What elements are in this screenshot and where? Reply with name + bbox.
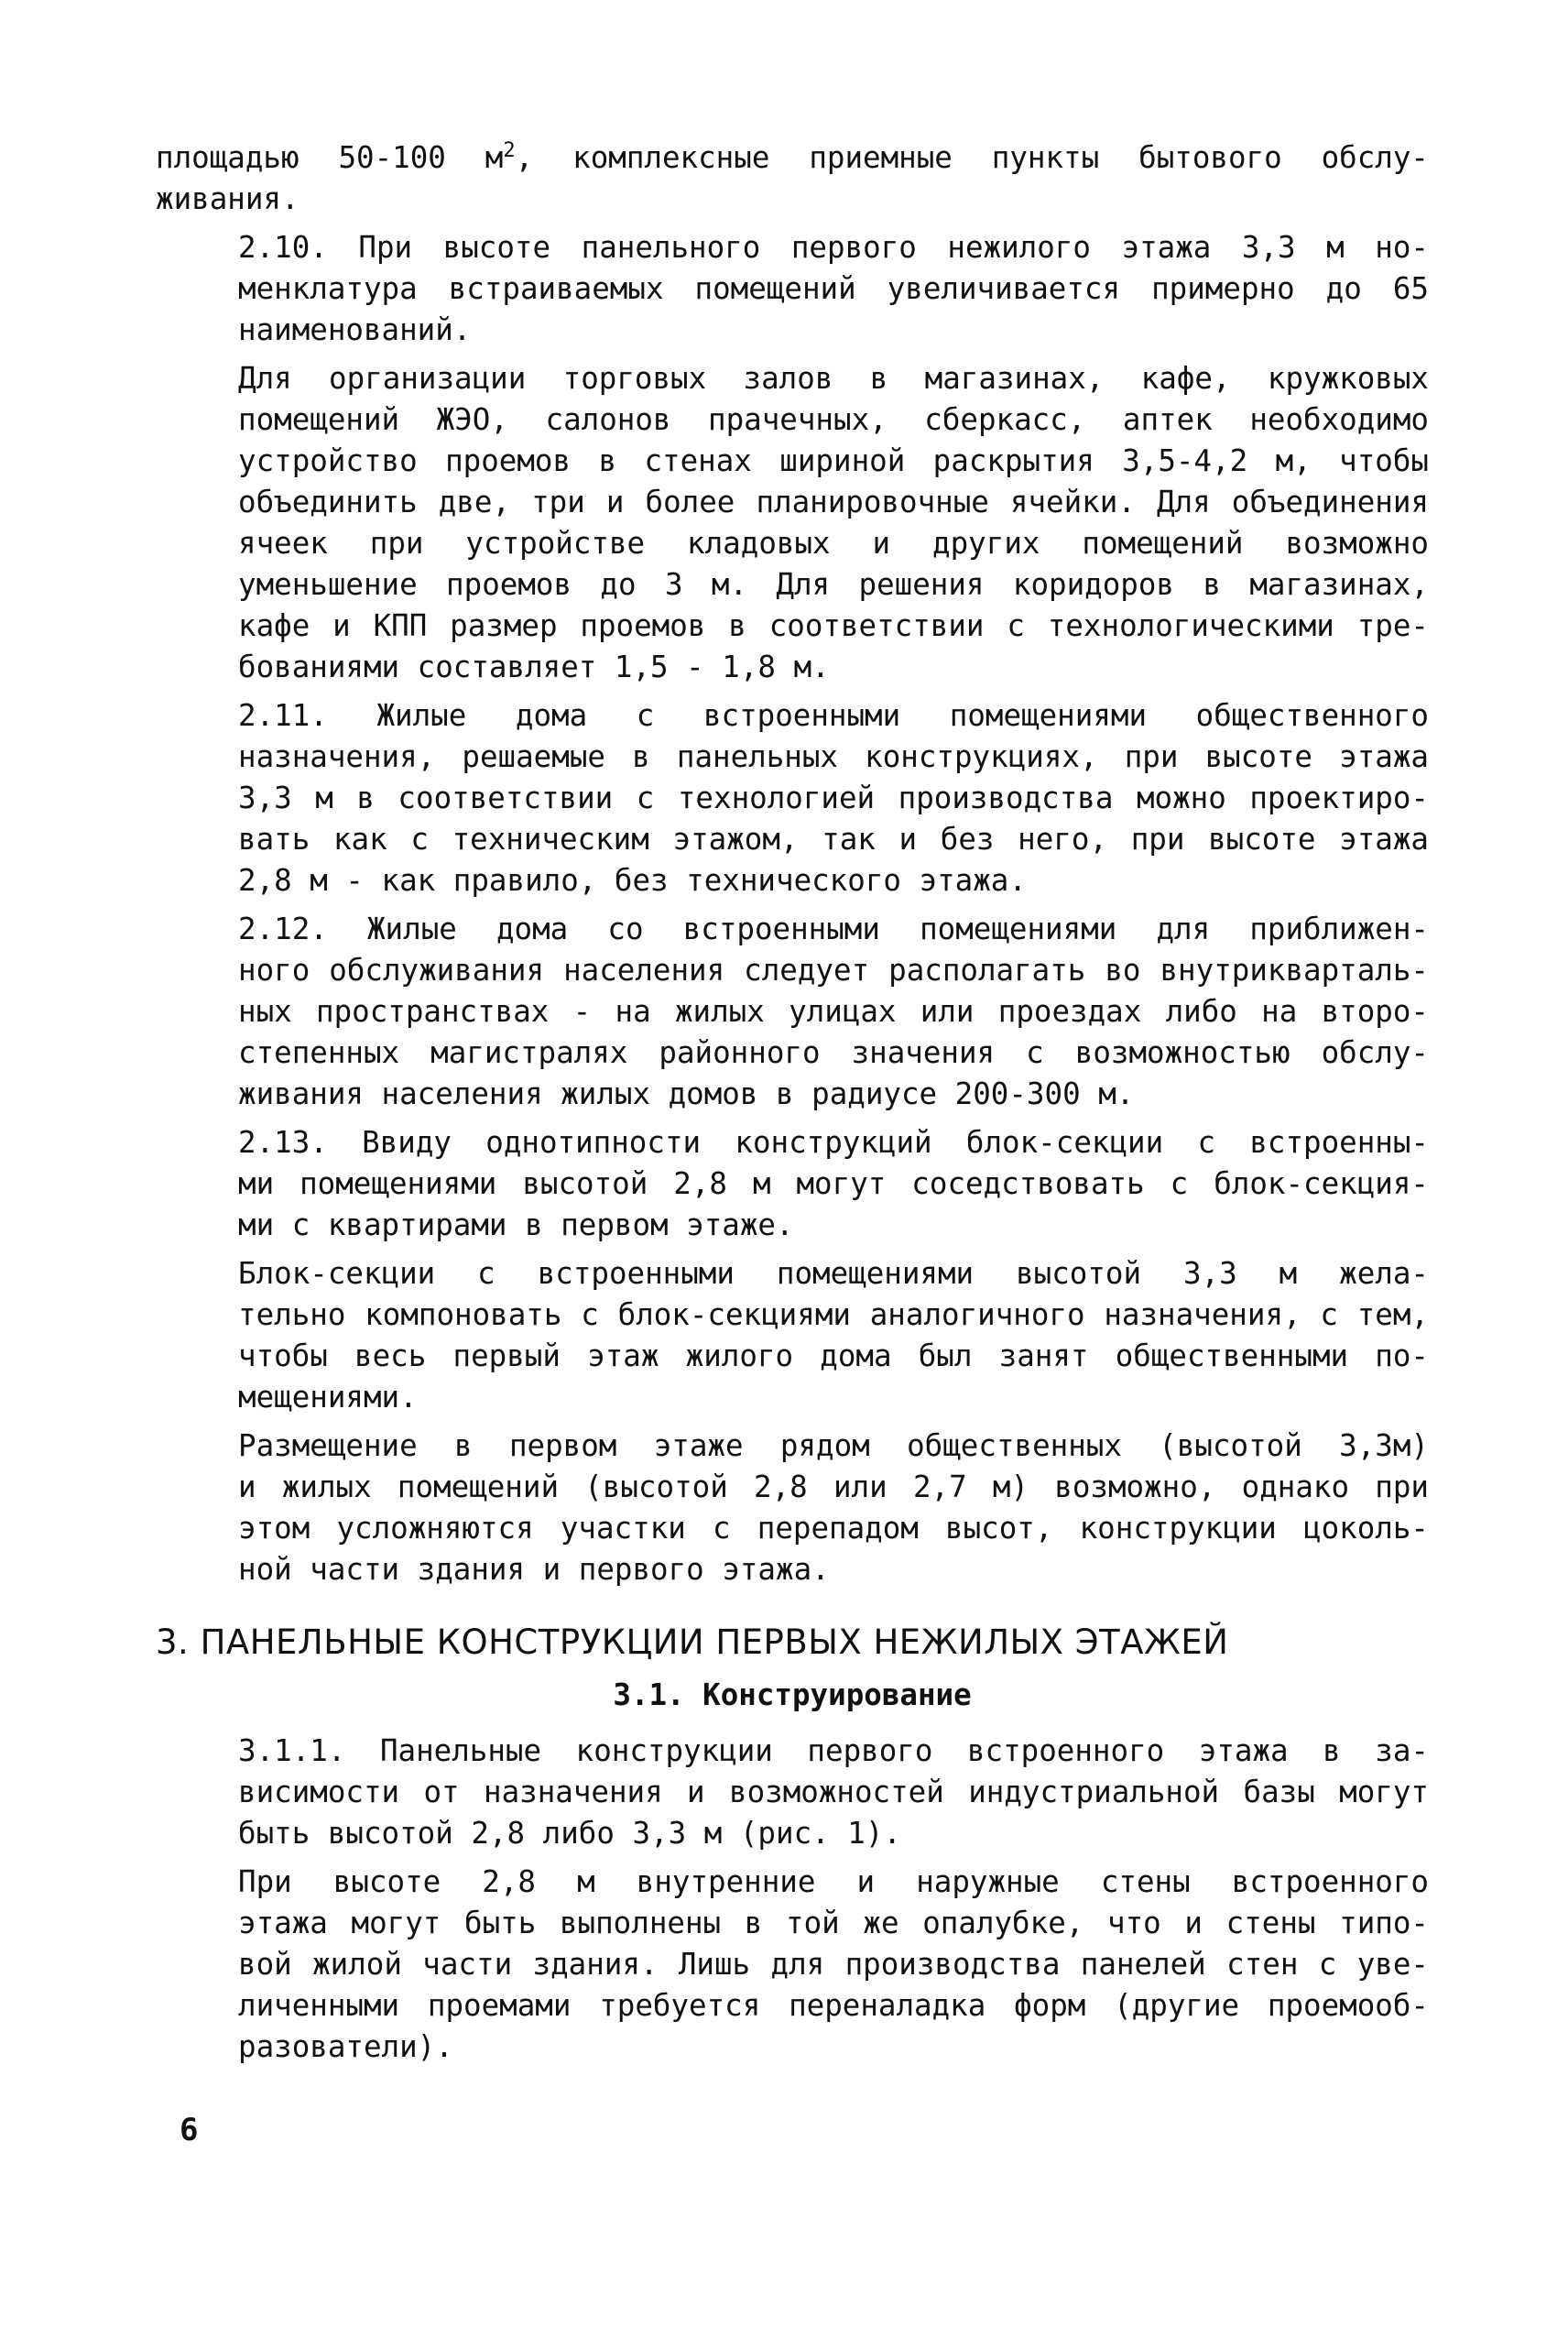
text-line: 2.10. При высоте панельного первого нежилого этажа 3,3 м но- xyxy=(238,230,1429,265)
paragraph-2-11 xyxy=(156,695,1429,901)
paragraph-3-1-1 xyxy=(156,1731,1429,1854)
text-line: ми помещениями высотой 2,8 м могут соседствовать с блок-секция- xyxy=(238,1166,1429,1201)
text-line: наименований. xyxy=(238,312,472,347)
text-line: При высоте 2,8 м внутренние и наружные стены встроенного xyxy=(238,1864,1429,1899)
text-line: степенных магистралях районного значения с возможностью обслу- xyxy=(238,1035,1429,1070)
section-heading: 3. ПАНЕЛЬНЫЕ КОНСТРУКЦИИ ПЕРВЫХ НЕЖИЛЫХ ЭТАЖЕЙ xyxy=(156,1622,1229,1662)
text-line: менклатура встраиваемых помещений увеличивается примерно до 65 xyxy=(238,271,1429,306)
text-line xyxy=(156,137,1429,179)
text-line: живания населения жилых домов в радиусе 200-300 м. xyxy=(238,1076,1135,1111)
text-line: помещений ЖЭО, салонов прачечных, сберкасс, аптек необходимо xyxy=(238,402,1429,437)
text-line: Блок-секции с встроенными помещениями высотой 3,3 м жела- xyxy=(238,1256,1429,1291)
superscript: 2 xyxy=(503,139,516,163)
text-line: висимости от назначения и возможностей индустриальной базы могут xyxy=(238,1775,1429,1809)
page-number: 6 xyxy=(180,2112,199,2148)
text-line: Для организации торговых залов в магазинах, кафе, кружковых xyxy=(238,361,1429,396)
text-line: вой жилой части здания. Лишь для производства панелей стен с уве- xyxy=(238,1947,1429,1982)
text-line: мещениями. xyxy=(238,1380,418,1415)
text-line: Размещение в первом этаже рядом общественных (высотой 3,3м) xyxy=(238,1428,1429,1463)
text-line: ячеек при устройстве кладовых и других помещений возможно xyxy=(238,526,1429,561)
paragraph-block-sections xyxy=(156,1253,1429,1418)
text-line: ных пространствах - на жилых улицах или проездах либо на второ- xyxy=(238,994,1429,1029)
text-line: вать как с техническим этажом, так и без него, при высоте этажа xyxy=(238,822,1429,857)
subsection-heading: 3.1. Конструирование xyxy=(613,1677,972,1712)
text-line: устройство проемов в стенах шириной раскрытия 3,5-4,2 м, чтобы xyxy=(238,443,1429,478)
paragraph-2-9-continuation xyxy=(156,137,1429,220)
text-line: 3.1.1. Панельные конструкции первого встроенного этажа в за- xyxy=(238,1733,1429,1768)
text-line: быть высотой 2,8 либо 3,3 м (рис. 1). xyxy=(238,1816,901,1851)
paragraph-height-2-8 xyxy=(156,1862,1429,2068)
text-line: этажа могут быть выполнены в той же опалубке, что и стены типо- xyxy=(238,1906,1429,1940)
text-line: 2.13. Ввиду однотипности конструкций блок-секции с встроенны- xyxy=(238,1125,1429,1160)
text-line: 2,8 м - как правило, без технического этажа. xyxy=(238,863,1027,898)
text-line: уменьшение проемов до 3 м. Для решения коридоров в магазинах, xyxy=(238,567,1429,602)
paragraph-2-13 xyxy=(156,1122,1429,1246)
text-line: и жилых помещений (высотой 2,8 или 2,7 м) возможно, однако при xyxy=(238,1469,1429,1504)
text-line: чтобы весь первый этаж жилого дома был занят общественными по- xyxy=(238,1338,1429,1373)
text-line: 3,3 м в соответствии с технологией производства можно проектиро- xyxy=(238,781,1429,815)
text-line: бованиями составляет 1,5 - 1,8 м. xyxy=(238,650,830,684)
paragraph-2-12 xyxy=(156,909,1429,1115)
text-line: ного обслуживания населения следует располагать во внутрикварталь- xyxy=(238,953,1429,988)
text-fragment: площадью 50-100 м xyxy=(156,140,504,175)
text-line: назначения, решаемые в панельных конструкциях, при высоте этажа xyxy=(238,739,1429,774)
paragraph-2-10 xyxy=(156,227,1429,351)
text-line: личенными проемами требуется переналадка форм (другие проемооб- xyxy=(238,1988,1429,2023)
paragraph-placement xyxy=(156,1426,1429,1590)
text-line: разователи). xyxy=(238,2029,453,2064)
document-page xyxy=(156,137,1429,2075)
text-line: этом усложняются участки с перепадом высот, конструкции цоколь- xyxy=(238,1511,1429,1546)
text-line: кафе и КПП размер проемов в соответствии с технологическими тре- xyxy=(238,608,1429,643)
text-line: тельно компоновать с блок-секциями аналогичного назначения, с тем, xyxy=(238,1297,1429,1332)
text-line: 2.11. Жилые дома с встроенными помещениями общественного xyxy=(238,698,1429,733)
text-line: ной части здания и первого этажа. xyxy=(238,1552,830,1587)
text-line: 2.12. Жилые дома со встроенными помещениями для приближен- xyxy=(238,912,1429,946)
paragraph-trade-halls xyxy=(156,358,1429,688)
text-line: объединить две, три и более планировочные ячейки. Для объединения xyxy=(238,485,1429,519)
text-fragment: , комплексные приемные пункты бытового обслу- xyxy=(515,140,1430,175)
text-line: живания. xyxy=(156,181,299,216)
text-line: ми с квартирами в первом этаже. xyxy=(238,1207,794,1242)
